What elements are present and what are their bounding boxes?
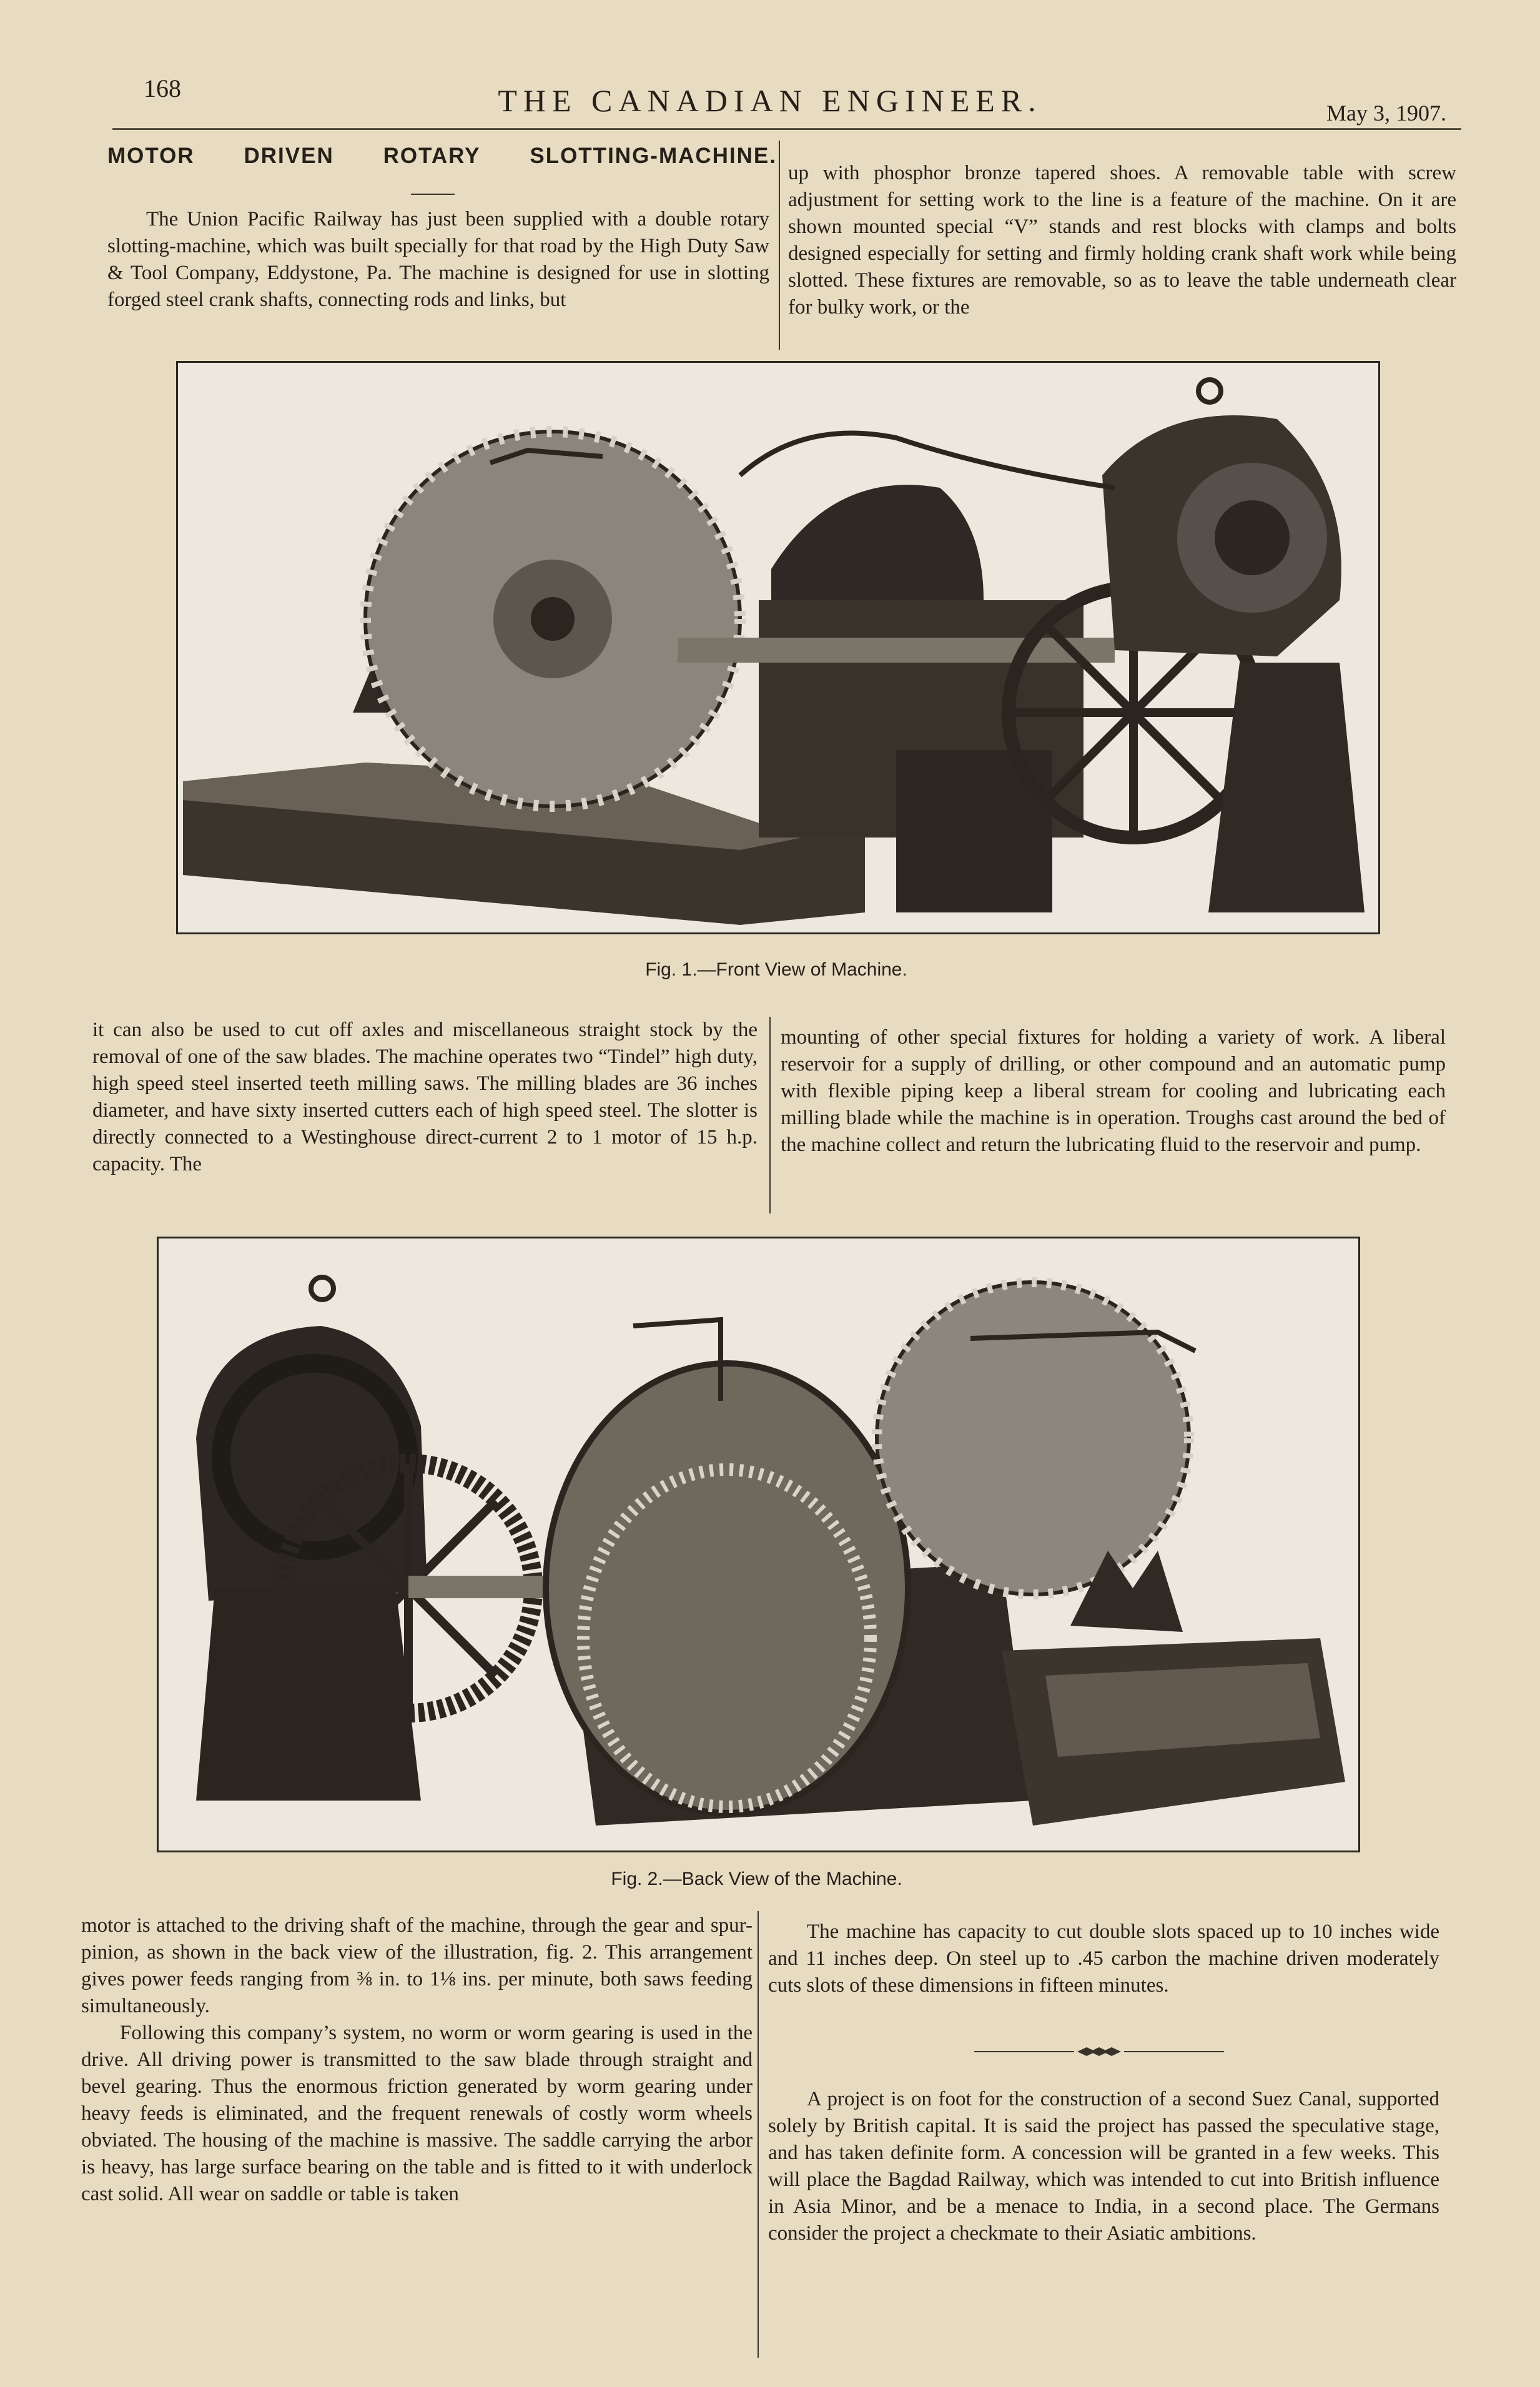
column-2-top (788, 160, 1456, 321)
paragraph: A project is on foot for the construction of a second Suez Canal, supported solely by British capital. It is said the project has passed the speculative stage, and has taken definite form. A concession will be granted in a few weeks. This will place the Bagdad Railway, which was intended to cut into British influence in Asia Minor, and be a menace to India, in a second place. The Germans consider the project a checkmate to their Asiatic ambitions. (768, 2088, 1439, 2245)
paragraph: it can also be used to cut off axles and miscellaneous straight stock by the removal of one of the saw blades. The machine operates two “Tindel” high duty, high speed steel inserted teeth milling saws. The milling blades are 36 inches diameter, and have sixty inserted cutters each of high speed steel. The slotter is directly connected to a Westinghouse direct-current 2 to 1 motor of 15 h.p. capacity. The (92, 1019, 758, 1175)
article-title-word: DRIVEN (244, 144, 334, 168)
figure-2-back-view-photo (157, 1237, 1360, 1852)
column-divider (769, 1017, 771, 1213)
article-title-word: MOTOR (107, 144, 195, 168)
issue-date: May 3, 1907. (1326, 101, 1446, 126)
column-divider (779, 141, 780, 350)
paragraph: motor is attached to the driving shaft of the machine, through the gear and spur-pinion, as shown in the back view of the illustration, fig. 2. This arrangement gives power feeds ranging from ⅜ in. to 1⅛ ins. per minute, both saws feeding simultaneously. (81, 1914, 753, 2017)
column-1-bottom (81, 1912, 753, 2208)
article-title-word: ROTARY (383, 144, 481, 168)
column-divider (758, 1911, 759, 2358)
column-1-top (107, 206, 769, 314)
figure-2-caption: Fig. 2.—Back View of the Machine. (611, 1869, 902, 1889)
header-rule (112, 128, 1461, 130)
article-title-word: SLOTTING-MACHINE. (530, 144, 777, 168)
paragraph: The Union Pacific Railway has just been supplied with a double rotary slotting-machine, which was built specially for that road by the High Duty Saw & Tool Company, Eddystone, Pa. The machine is designed for use in slotting forged steel crank shafts, connecting rods and links, but (107, 208, 769, 311)
paragraph: Following this company’s system, no worm or worm gearing is used in the drive. All driving power is transmitted to the saw blade through straight and bevel gearing. Thus the enormous friction generated by worm gearing under heavy feeds is eliminated, and the frequent renewals of costly worm wheels obviated. The housing of the machine is massive. The saddle carrying the arbor is heavy, has large surface bearing on the table and is fitted to it with underlock cast solid. All wear on saddle or table is taken (81, 2022, 753, 2205)
paragraph: mounting of other special fixtures for holding a variety of work. A liberal reservoir for a supply of drilling, or other compound and an automatic pump with flexible piping keep a liberal stream for cooling and lubricating each milling blade while the machine is in operation. Troughs cast around the bed of the machine collect and return the lubricating fluid to the reservoir and pump. (781, 1026, 1446, 1156)
column-2-bottom (768, 1919, 1439, 1999)
journal-title: THE CANADIAN ENGINEER. (498, 83, 1042, 118)
column-1-middle (92, 1017, 758, 1178)
column-2-middle (781, 1024, 1446, 1159)
figure-1-front-view-photo (176, 361, 1380, 934)
news-item-suez-canal (768, 2086, 1439, 2247)
title-rule (411, 194, 455, 195)
ornament-divider (974, 2045, 1224, 2058)
paragraph: up with phosphor bronze tapered shoes. A removable table with screw adjustment for setting work to the line is a feature of the machine. On it are shown mounted special “V” stands and rest blocks with clamps and bolts designed especially for setting and firmly holding crank shaft work while being slotted. These fixtures are removable, so as to leave the table underneath clear for bulky work, or the (788, 162, 1456, 319)
article-title (107, 144, 777, 169)
paragraph: The machine has capacity to cut double slots spaced up to 10 inches wide and 11 inches deep. On steel up to .45 carbon the machine driven moderately cuts slots of these dimensions in fifteen minutes. (768, 1920, 1439, 1997)
page-number: 168 (144, 74, 181, 102)
figure-1-caption: Fig. 1.—Front View of Machine. (645, 959, 907, 980)
